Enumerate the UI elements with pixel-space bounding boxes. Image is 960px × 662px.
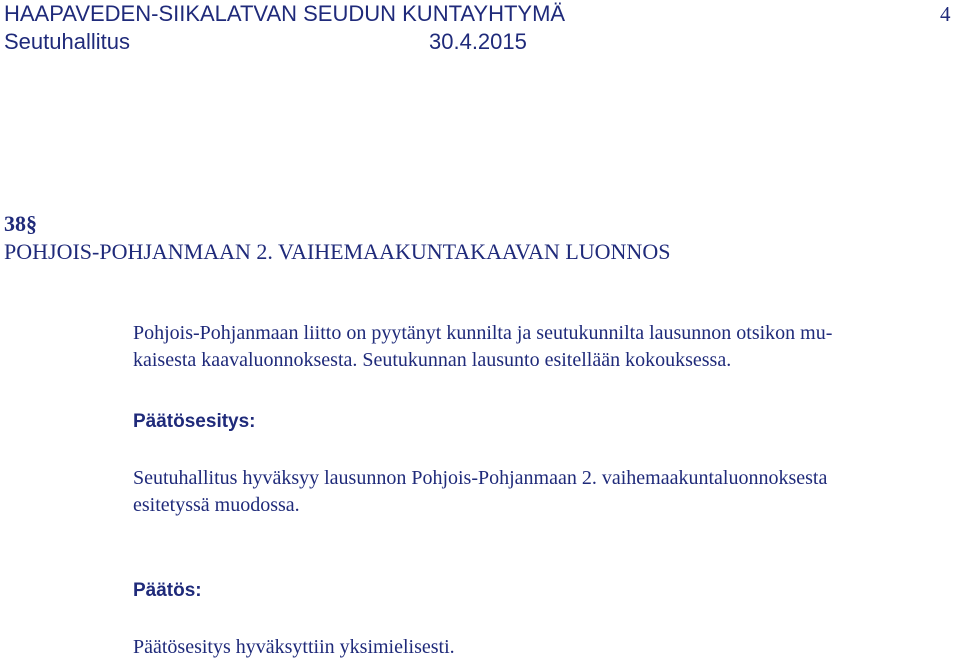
- intro-line-1: Pohjois-Pohjanmaan liitto on pyytänyt kunnilta ja seutukunnilta lausunnon otsikon mu-: [133, 322, 833, 344]
- intro-line-2: kaisesta kaavaluonnoksesta. Seutukunnan lausunto esitellään kokouksessa.: [133, 349, 732, 371]
- header-subline: [4, 28, 527, 56]
- proposal-line-1: Seutuhallitus hyväksyy lausunnon Pohjois-Pohjanmaan 2. vaihemaakuntaluonnoksesta: [133, 467, 828, 489]
- section-number: 38§: [4, 211, 37, 236]
- decision-label: Päätös:: [133, 580, 202, 601]
- header-date: 30.4.2015: [429, 29, 527, 54]
- header-body-name: Seutuhallitus: [4, 29, 130, 54]
- proposal-label: Päätösesitys:: [133, 411, 256, 432]
- proposal-line-2: esitetyssä muodossa.: [133, 494, 300, 516]
- header-organization: HAAPAVEDEN-SIIKALATVAN SEUDUN KUNTAYHTYMÄ: [4, 1, 566, 26]
- section-title: POHJOIS-POHJANMAAN 2. VAIHEMAAKUNTAKAAVAN LUONNOS: [4, 239, 671, 264]
- decision-text: Päätösesitys hyväksyttiin yksimielisesti.: [133, 636, 455, 658]
- page-number: 4: [940, 2, 951, 26]
